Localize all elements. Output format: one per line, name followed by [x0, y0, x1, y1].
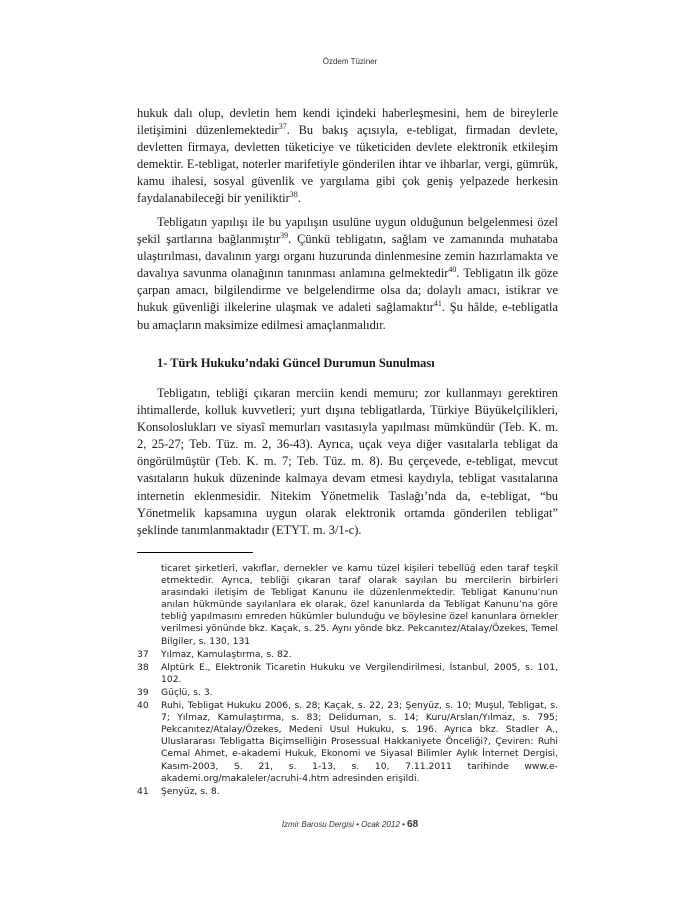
p2-text-1: Tebligatın yapılışı ile bu yapılışın usulüne uygun olduğunun belgelenmesi özel şekil şartlarına bağlanmıştır — [137, 215, 558, 247]
p2-text-3: . Tebligatın ilk göze çarpan amacı, bilgilendirme ve belgelendirme olsa da; dolaylı amacı, istikrar ve hukuk güvenliği ilkelerine ulaşmak ve adaleti sağlamaktır — [137, 266, 558, 315]
p1-text-2: . Bu bakış açısıyla, e-tebligat, firmadan devlete, devletten firmaya, devletten tüketiciye ve tüketiciden devlete elektronik etkileşim demektir. E-tebligat, noterler marifetiyle gönderilen ihtar ve ihbarlar, vergi, gümrük, kamu ihalesi, sosyal güvenlik ve yargılama gibi çok geniş yelpazede herkesin faydalanabileceği bir yeniliktir — [137, 123, 558, 206]
footnote-number: 39 — [137, 686, 149, 698]
body-paragraph-2 — [137, 214, 558, 334]
footnote-text: Alptürk E., Elektronik Ticaretin Hukuku ve Vergilendirilmesi, İstanbul, 2005, s. 101, 102. — [161, 661, 558, 685]
p2-text-4: . Şu hâlde, e-tebligatla bu amaçların maksimize edilmesi amaçlanmalıdır. — [137, 300, 558, 332]
footnote-text: Şenyüz, s. 8. — [161, 785, 220, 797]
footnote-ref-39[interactable]: 39 — [280, 230, 289, 240]
footnote-38 — [137, 662, 558, 686]
p1-text-3: . — [297, 191, 301, 206]
footnotes-section — [137, 563, 558, 799]
p1-text-1: hukuk dalı olup, devletin hem kendi içindeki haberleşmesini, hem de bireylerle iletişimini düzenlemektedir — [137, 106, 558, 138]
footnote-40 — [137, 700, 558, 785]
footnote-text: Güçlü, s. 3. — [161, 686, 213, 698]
body-paragraph-1 — [137, 105, 558, 208]
running-head: Özdem Tüziner — [322, 57, 378, 66]
body-paragraph-3: Tebligatın, tebliği çıkaran merciin kendi memuru; zor kullanmayı gerektiren ihtimallerde, kolluk kuvvetleri; yurt dışına tebligatlarda, Türkiye Büyükelçilikleri, Konsoloslukları ve siyasî memurları vasıtasıyla yapılması mümkündür (Teb. K. m. 2, 25-27; Teb. Tüz. m. 2, 36-43). Ayrıca, uçak veya diğer vasıtalarla tebligat da öngörülmüştür (Teb. K. m. 7; Teb. Tüz. m. 8). Bu çerçevede, e-tebligat, mevcut vasıtaların hukuk düzeninde kalmaya devam etmesi kaydıyla, tebligat vasıtalarına internetin eklenmesidir. Nitekim Yönetmelik Taslağı’nda da, e-tebligat, “bu Yönetmelik kapsamına uygun olarak elektronik ortamda gönderilen tebligat” şeklinde tanımlanmaktadır (ETYT. m. 3/1-c). — [137, 386, 558, 537]
footnote-text: Ruhi, Tebligat Hukuku 2006, s. 28; Kaçak, s. 22, 23; Şenyüz, s. 10; Muşul, Tebligat, s. 7; Yılmaz, Kamulaştırma, s. 83; Deliduman, s. 14; Kuru/Arslan/Yılmaz, s. 795; Pekcanıtez/Atalay/Özekes, Medeni Usul Hukuku, s. 196. Ayrıca bkz. Stadler A., Uluslararası Tebligatta Biçimselliğin Prosessual Hakkaniyete Önceliği?, Çeviren: Ruhi Cemal Ahmet, e-akademi Hukuk, Ekonomi ve Siyasal Bilimler Aylık İnternet Dergisi, Kasım-2003, S. 21, s. 1-13, s. 10, 7.11.2011 tarihinde www.e-akademi.org/makaleler/acruhi-4.htm adresinden erişildi. — [161, 700, 558, 784]
footnote-ref-38[interactable]: 38 — [289, 190, 298, 200]
footnote-39 — [137, 687, 558, 699]
footnote-number: 38 — [137, 661, 149, 673]
page-footer — [0, 819, 700, 830]
footnote-text: Yılmaz, Kamulaştırma, s. 82. — [161, 648, 292, 660]
footnote-ref-37[interactable]: 37 — [278, 121, 287, 131]
footnote-ref-40[interactable]: 40 — [448, 265, 457, 275]
journal-info: İzmir Barosu Dergisi • Ocak 2012 • — [281, 820, 405, 829]
section-heading: 1- Türk Hukuku’ndaki Güncel Durumun Sunulması — [157, 356, 435, 370]
footnote-divider — [137, 552, 253, 553]
footnote-ref-41[interactable]: 41 — [433, 299, 442, 309]
footnote-continuation: ticaret şirketleri, vakıflar, dernekler ve kamu tüzel kişileri tebellüğ eden taraf teşkil etmektedir. Ayrıca, tebliği çıkaran taraf olarak sayılan bu mercilerin birbirleri arasındaki iletişim de Tebligat Kanunu ile düzenlenmektedir. Tebligat Kanunu’nun anılan hükmünde sayılanlara ek olarak, özel kanunlarda da Tebligat Kanunu’na göre tebliğ yapılmasını emreden hükümler bulunduğu ve böylesine özel kanunlara örnekler verilmesi yönünde bkz. Kaçak, s. 25. Aynı yönde bkz. Pekcanıtez/Atalay/Özekes, Temel Bilgiler, s. 130, 131 — [161, 563, 558, 647]
footnote-37 — [137, 649, 558, 661]
footnote-41 — [137, 786, 558, 798]
page-number: 68 — [407, 819, 419, 830]
footnote-number: 40 — [137, 700, 149, 712]
footnote-number: 41 — [137, 785, 149, 797]
p2-text-2: . Çünkü tebligatın, sağlam ve zamanında muhataba ulaştırılması, davalının yargı organı huzurunda dinlenmesine zemin hazırlamakta ve davalıya savunma olanağının tanınması anlamına gelmektedir — [137, 232, 558, 281]
footnote-number: 37 — [137, 648, 149, 660]
